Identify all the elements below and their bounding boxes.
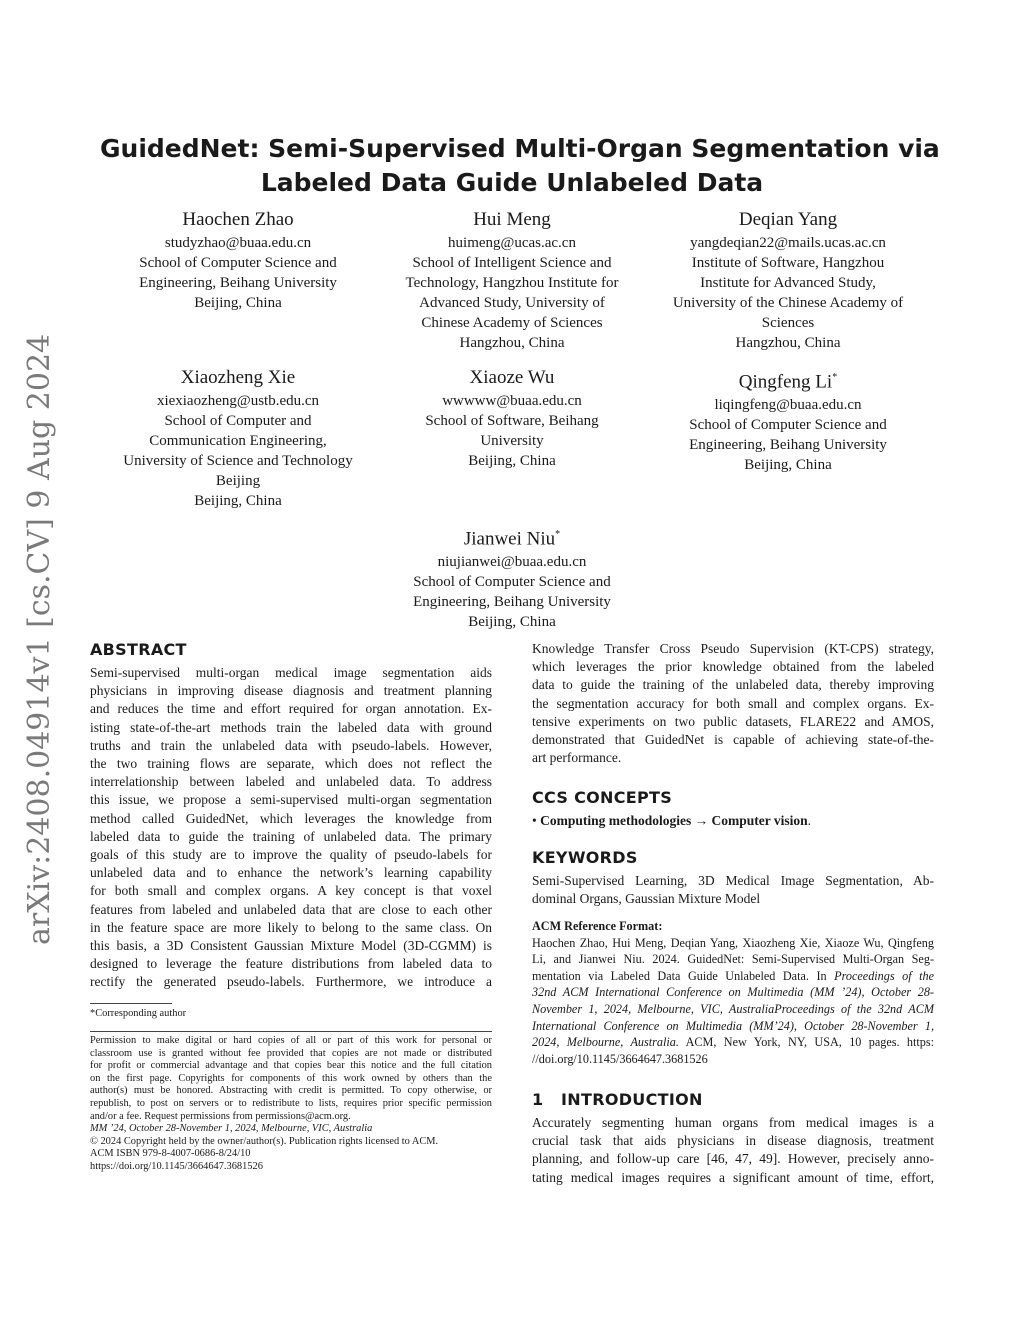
acm-reference-fragment: ACM, New York, NY, USA, 10 pages. https: [685, 1035, 935, 1050]
keywords-line: dominal Organs, Gaussian Mixture Model [532, 891, 761, 907]
paper-title [100, 132, 940, 200]
author-affiliation-line: Chinese Academy of Sciences [421, 315, 603, 331]
abstract-line: the two training flows are separate, which does not reflect the [90, 756, 492, 772]
keywords-body [532, 872, 934, 908]
permission-line: Permission to make digital or hard copies of all or part of this work for personal or [90, 1035, 492, 1046]
author-block [102, 367, 374, 511]
author-affiliation-line: School of Software, Beihang [425, 413, 599, 429]
abstract-continued [532, 640, 934, 767]
abstract-line: tensive experiments on two public datasets, FLARE22 and AMOS, [532, 713, 934, 729]
author-name [384, 524, 640, 550]
author-affiliation-line: Hangzhou, China [459, 335, 565, 351]
author-affiliation-line: School of Computer and [164, 413, 312, 429]
doi-line: https://doi.org/10.1145/3664647.3681526 [90, 1160, 263, 1172]
author-affiliation-line: School of Intelligent Science and [412, 255, 612, 271]
author-affiliation-line: School of Computer Science and [139, 255, 337, 271]
author-email: yangdeqian22@mails.ucas.ac.cn [690, 235, 886, 251]
abstract-body [90, 664, 492, 992]
acm-reference-line: International Conference on Multimedia (MM’24), October 28-November 1, [532, 1018, 934, 1033]
author-block [384, 209, 640, 353]
introduction-body [532, 1114, 934, 1187]
intro-line: planning, and follow-up care [46, 47, 49]. However, precisely anno- [532, 1151, 934, 1167]
abstract-line: data to guide the training of the unlabeled data, thereby improving [532, 677, 934, 693]
author-affiliation-line: Institute of Software, Hangzhou [691, 255, 885, 271]
copyright-line: © 2024 Copyright held by the owner/author(s). Publication rights licensed to ACM. [90, 1135, 439, 1147]
author-block [660, 367, 916, 475]
author-block [650, 209, 926, 353]
corresponding-mark: * [832, 372, 838, 383]
author-affiliation-line: Engineering, Beihang University [139, 275, 337, 291]
acm-reference-fragment: Proceedings of the [834, 968, 935, 983]
abstract-line: art performance. [532, 750, 622, 766]
author-block [112, 209, 364, 313]
acm-reference-line [532, 968, 934, 985]
permission-rule [90, 1031, 492, 1032]
abstract-line: physicians in improving disease diagnosis and treatment planning [90, 683, 492, 699]
author-email: liqingfeng@buaa.edu.cn [714, 397, 862, 414]
abstract-line: this basis, a 3D Consistent Gaussian Mixture Model (3D-CGMM) is [90, 938, 492, 954]
keywords-heading: KEYWORDS [532, 848, 638, 867]
keywords-line: Semi-Supervised Learning, 3D Medical Image Segmentation, Ab- [532, 873, 934, 888]
author-affiliation-line: Beijing, China [744, 457, 832, 474]
abstract-line: method called GuidedNet, which leverages the knowledge from [90, 810, 492, 826]
permission-line: for profit or commercial advantage and that copies bear this notice and the full citation [90, 1060, 492, 1072]
author-email: niujianwei@buaa.edu.cn [437, 554, 587, 571]
acm-reference-line: 32nd ACM International Conference on Multimedia (MM ’24), October 28- [532, 985, 934, 1000]
acm-reference-heading: ACM Reference Format: [532, 919, 663, 933]
author-block [384, 524, 640, 632]
author-block [384, 367, 640, 471]
author-affiliation-line: University [480, 433, 544, 449]
abstract-line: Knowledge Transfer Cross Pseudo Supervision (KT-CPS) strategy, [532, 641, 934, 656]
author-affiliation-line: Beijing [215, 473, 261, 489]
author-email: huimeng@ucas.ac.cn [448, 235, 576, 251]
author-name-text: Qingfeng Li [738, 371, 833, 393]
author-name: Hui Meng [473, 209, 551, 230]
abstract-line: this issue, we propose a semi-supervised multi-organ segmentation [90, 792, 492, 808]
abstract-line: and reduces the time and effort required for organ annotation. Ex- [90, 701, 492, 717]
author-affiliation-line: Beijing, China [468, 614, 556, 631]
author-affiliation-line: Hangzhou, China [735, 335, 841, 351]
abstract-line: rectify the generated pseudo-labels. Furthermore, we introduce a [90, 974, 492, 990]
title-line-1: GuidedNet: Semi-Supervised Multi-Organ Segmentation via [100, 134, 940, 163]
corresponding-author-note [90, 1008, 492, 1021]
abstract-line: truths and train the unlabeled data with pseudo-labels. However, [90, 737, 492, 753]
author-name: Haochen Zhao [182, 209, 294, 230]
ccs-concept: Computing methodologies [540, 813, 692, 828]
permission-line: author(s) must be honored. Abstracting with credit is permitted. To copy otherwise, or [90, 1085, 492, 1097]
intro-line: crucial task that aids physicians in disease diagnosis, treatment [532, 1133, 934, 1149]
abstract-heading: ABSTRACT [90, 640, 187, 659]
abstract-line: Semi-supervised multi-organ medical image segmentation aids [90, 665, 492, 680]
author-affiliation-line: Technology, Hangzhou Institute for [405, 275, 619, 291]
author-affiliation-line: Beijing, China [194, 493, 282, 509]
abstract-line: demonstrated that GuidedNet is capable of achieving state-of-the- [532, 732, 934, 748]
introduction-heading: 1 INTRODUCTION [532, 1090, 703, 1109]
author-affiliation-line: School of Computer Science and [413, 574, 611, 591]
acm-reference-line: Li, and Jianwei Niu. 2024. GuidedNet: Semi-Supervised Multi-Organ Seg- [532, 952, 934, 967]
abstract-line: isting state-of-the-art methods train the labeled data with ground [90, 719, 492, 735]
arrow-icon: → [694, 813, 709, 828]
permission-line: and/or a fee. Request permissions from permissions@acm.org. [90, 1110, 351, 1122]
venue-line: MM ’24, October 28-November 1, 2024, Melbourne, VIC, Australia [90, 1123, 373, 1135]
ccs-bullet: • [532, 813, 537, 828]
author-name: Xiaozheng Xie [180, 367, 296, 388]
author-affiliation-line: Beijing, China [468, 453, 556, 469]
permission-line: on the first page. Copyrights for components of this work owned by others than the [90, 1072, 492, 1084]
footnote-rule [90, 1003, 172, 1004]
acm-reference-line: Haochen Zhao, Hui Meng, Deqian Yang, Xiaozheng Xie, Xiaoze Wu, Qingfeng [532, 935, 934, 950]
author-affiliation-line: Sciences [761, 315, 815, 331]
abstract-line: features from labeled and unlabeled data that are close to each other [90, 901, 492, 917]
ccs-line [532, 812, 934, 830]
intro-line: tating medical images requires a significant amount of time, effort, [532, 1169, 934, 1185]
corresponding-mark: * [555, 529, 561, 540]
acm-reference-fragment: 2024, Melbourne, Australia. [532, 1035, 679, 1050]
author-name: Xiaoze Wu [469, 367, 555, 388]
ccs-end: . [807, 813, 812, 828]
ccs-subconcept: Computer vision [711, 813, 808, 828]
permission-line: republish, to post on servers or to redistribute to lists, requires prior specific permission [90, 1097, 492, 1109]
author-affiliation-line: University of the Chinese Academy of [672, 295, 904, 311]
author-affiliation-line: School of Computer Science and [689, 417, 887, 434]
arxiv-stamp: arXiv:2408.04914v1 [cs.CV] 9 Aug 2024 [22, 333, 57, 945]
author-email: studyzhao@buaa.edu.cn [164, 235, 312, 251]
title-line-2: Labeled Data Guide Unlabeled Data [260, 168, 764, 197]
permission-line: classroom use is granted without fee provided that copies are not made or distributed [90, 1047, 492, 1059]
acm-reference-line: //doi.org/10.1145/3664647.3681526 [532, 1051, 708, 1066]
author-email: wwwww@buaa.edu.cn [442, 393, 582, 409]
abstract-line: the segmentation accuracy for both small and complex organs. Ex- [532, 695, 934, 711]
isbn-line: ACM ISBN 979-8-4007-0686-8/24/10 [90, 1148, 251, 1160]
author-affiliation-line: University of Science and Technology [123, 453, 353, 469]
author-affiliation-line: Advanced Study, University of [419, 295, 605, 311]
author-name-text: Jianwei Niu [463, 528, 556, 550]
footnote-line: *Corresponding author [90, 1008, 187, 1019]
acm-reference [532, 918, 934, 1067]
acm-reference-line [532, 1034, 934, 1051]
author-affiliation-line: Engineering, Beihang University [689, 437, 887, 454]
abstract-line: goals of this study are to improve the quality of pseudo-labels for [90, 847, 492, 863]
author-affiliation-line: Communication Engineering, [149, 433, 327, 449]
acm-reference-fragment: mentation via Labeled Data Guide Unlabeled Data. In [532, 968, 827, 983]
abstract-line: designed to leverage the feature distributions from labeled data to [90, 956, 492, 972]
author-affiliation-line: Engineering, Beihang University [413, 594, 611, 611]
ccs-heading: CCS CONCEPTS [532, 788, 673, 807]
permission-block [90, 1035, 492, 1174]
ccs-concepts [532, 812, 934, 830]
abstract-line: unlabeled data and to enhance the network’s learning capability [90, 865, 492, 881]
abstract-line: in the feature space are more likely to belong to the same class. On [90, 919, 492, 935]
author-affiliation-line: Beijing, China [194, 295, 282, 311]
author-name [660, 367, 916, 393]
abstract-line: interrelationship between labeled and unlabeled data. To address [90, 774, 492, 790]
author-email: xiexiaozheng@ustb.edu.cn [156, 393, 320, 409]
abstract-line: for both small and complex organs. A key concept is that voxel [90, 883, 492, 899]
author-affiliation-line: Institute for Advanced Study, [700, 275, 876, 291]
abstract-line: which leverages the prior knowledge obtained from the labeled [532, 659, 934, 675]
acm-reference-line: November 1, 2024, Melbourne, VIC, AustraliaProceedings of the 32nd ACM [532, 1001, 934, 1016]
intro-line: Accurately segmenting human organs from medical images is a [532, 1115, 934, 1130]
abstract-line: labeled data to guide the training of unlabeled data. The primary [90, 828, 492, 844]
author-name: Deqian Yang [738, 209, 838, 230]
